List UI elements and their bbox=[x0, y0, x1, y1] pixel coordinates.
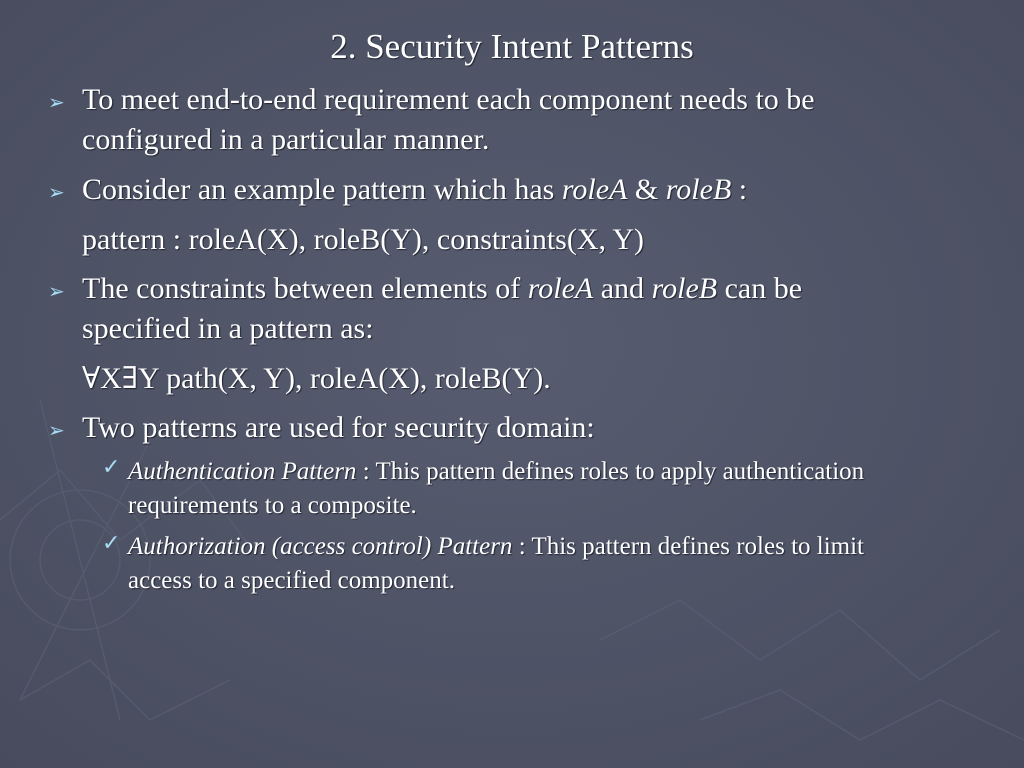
constraint-formula: ∀X∃Y path(X, Y), roleA(X), roleB(Y). bbox=[82, 362, 551, 395]
pattern-formula: pattern : roleA(X), roleB(Y), constraints(X, Y) bbox=[82, 223, 645, 256]
bullet-1-line-1: To meet end-to-end requirement each component needs to be bbox=[82, 83, 815, 116]
bullet-3-line-1 bbox=[82, 269, 802, 309]
bullet-2-post: : bbox=[731, 173, 748, 206]
role-a-term: roleA bbox=[561, 173, 628, 206]
checkmark-icon: ✓ bbox=[102, 531, 121, 556]
subitem-separator: : bbox=[512, 533, 532, 560]
arrow-bullet-icon: ➢ bbox=[48, 418, 65, 442]
bullet-3-line-2: specified in a pattern as: bbox=[82, 312, 374, 345]
slide-title: 2. Security Intent Patterns bbox=[330, 27, 694, 66]
authorization-description: This pattern defines roles to limit bbox=[531, 533, 865, 560]
arrow-bullet-icon: ➢ bbox=[48, 279, 65, 303]
role-b-term: roleB bbox=[665, 173, 732, 206]
role-a-term: roleA bbox=[527, 272, 594, 305]
checkmark-icon: ✓ bbox=[102, 455, 121, 480]
subitem-separator: : bbox=[356, 458, 376, 485]
bullet-2-pre: Consider an example pattern which has bbox=[82, 173, 562, 206]
bullet-3-pre: The constraints between elements of bbox=[82, 272, 528, 305]
bullet-3-post: can be bbox=[717, 272, 803, 305]
subitem-authentication-line-2: requirements to a composite. bbox=[128, 492, 417, 519]
role-b-term: roleB bbox=[651, 272, 718, 305]
subitem-authorization-line-1 bbox=[128, 530, 864, 564]
arrow-bullet-icon: ➢ bbox=[48, 180, 65, 204]
bullet-1-line-2: configured in a particular manner. bbox=[82, 123, 490, 156]
bullet-4-text: Two patterns are used for security domain: bbox=[82, 411, 595, 444]
bullet-2-mid: & bbox=[627, 173, 666, 206]
bullet-3-mid: and bbox=[593, 272, 652, 305]
subitem-authentication-line-1 bbox=[128, 455, 864, 489]
arrow-bullet-icon: ➢ bbox=[48, 90, 65, 114]
authentication-pattern-name: Authentication Pattern bbox=[128, 458, 357, 485]
bullet-2-text bbox=[82, 170, 747, 210]
subitem-authorization-line-2: access to a specified component. bbox=[128, 567, 455, 594]
authorization-pattern-name: Authorization (access control) Pattern bbox=[128, 533, 513, 560]
authentication-description: This pattern defines roles to apply authentication bbox=[375, 458, 865, 485]
